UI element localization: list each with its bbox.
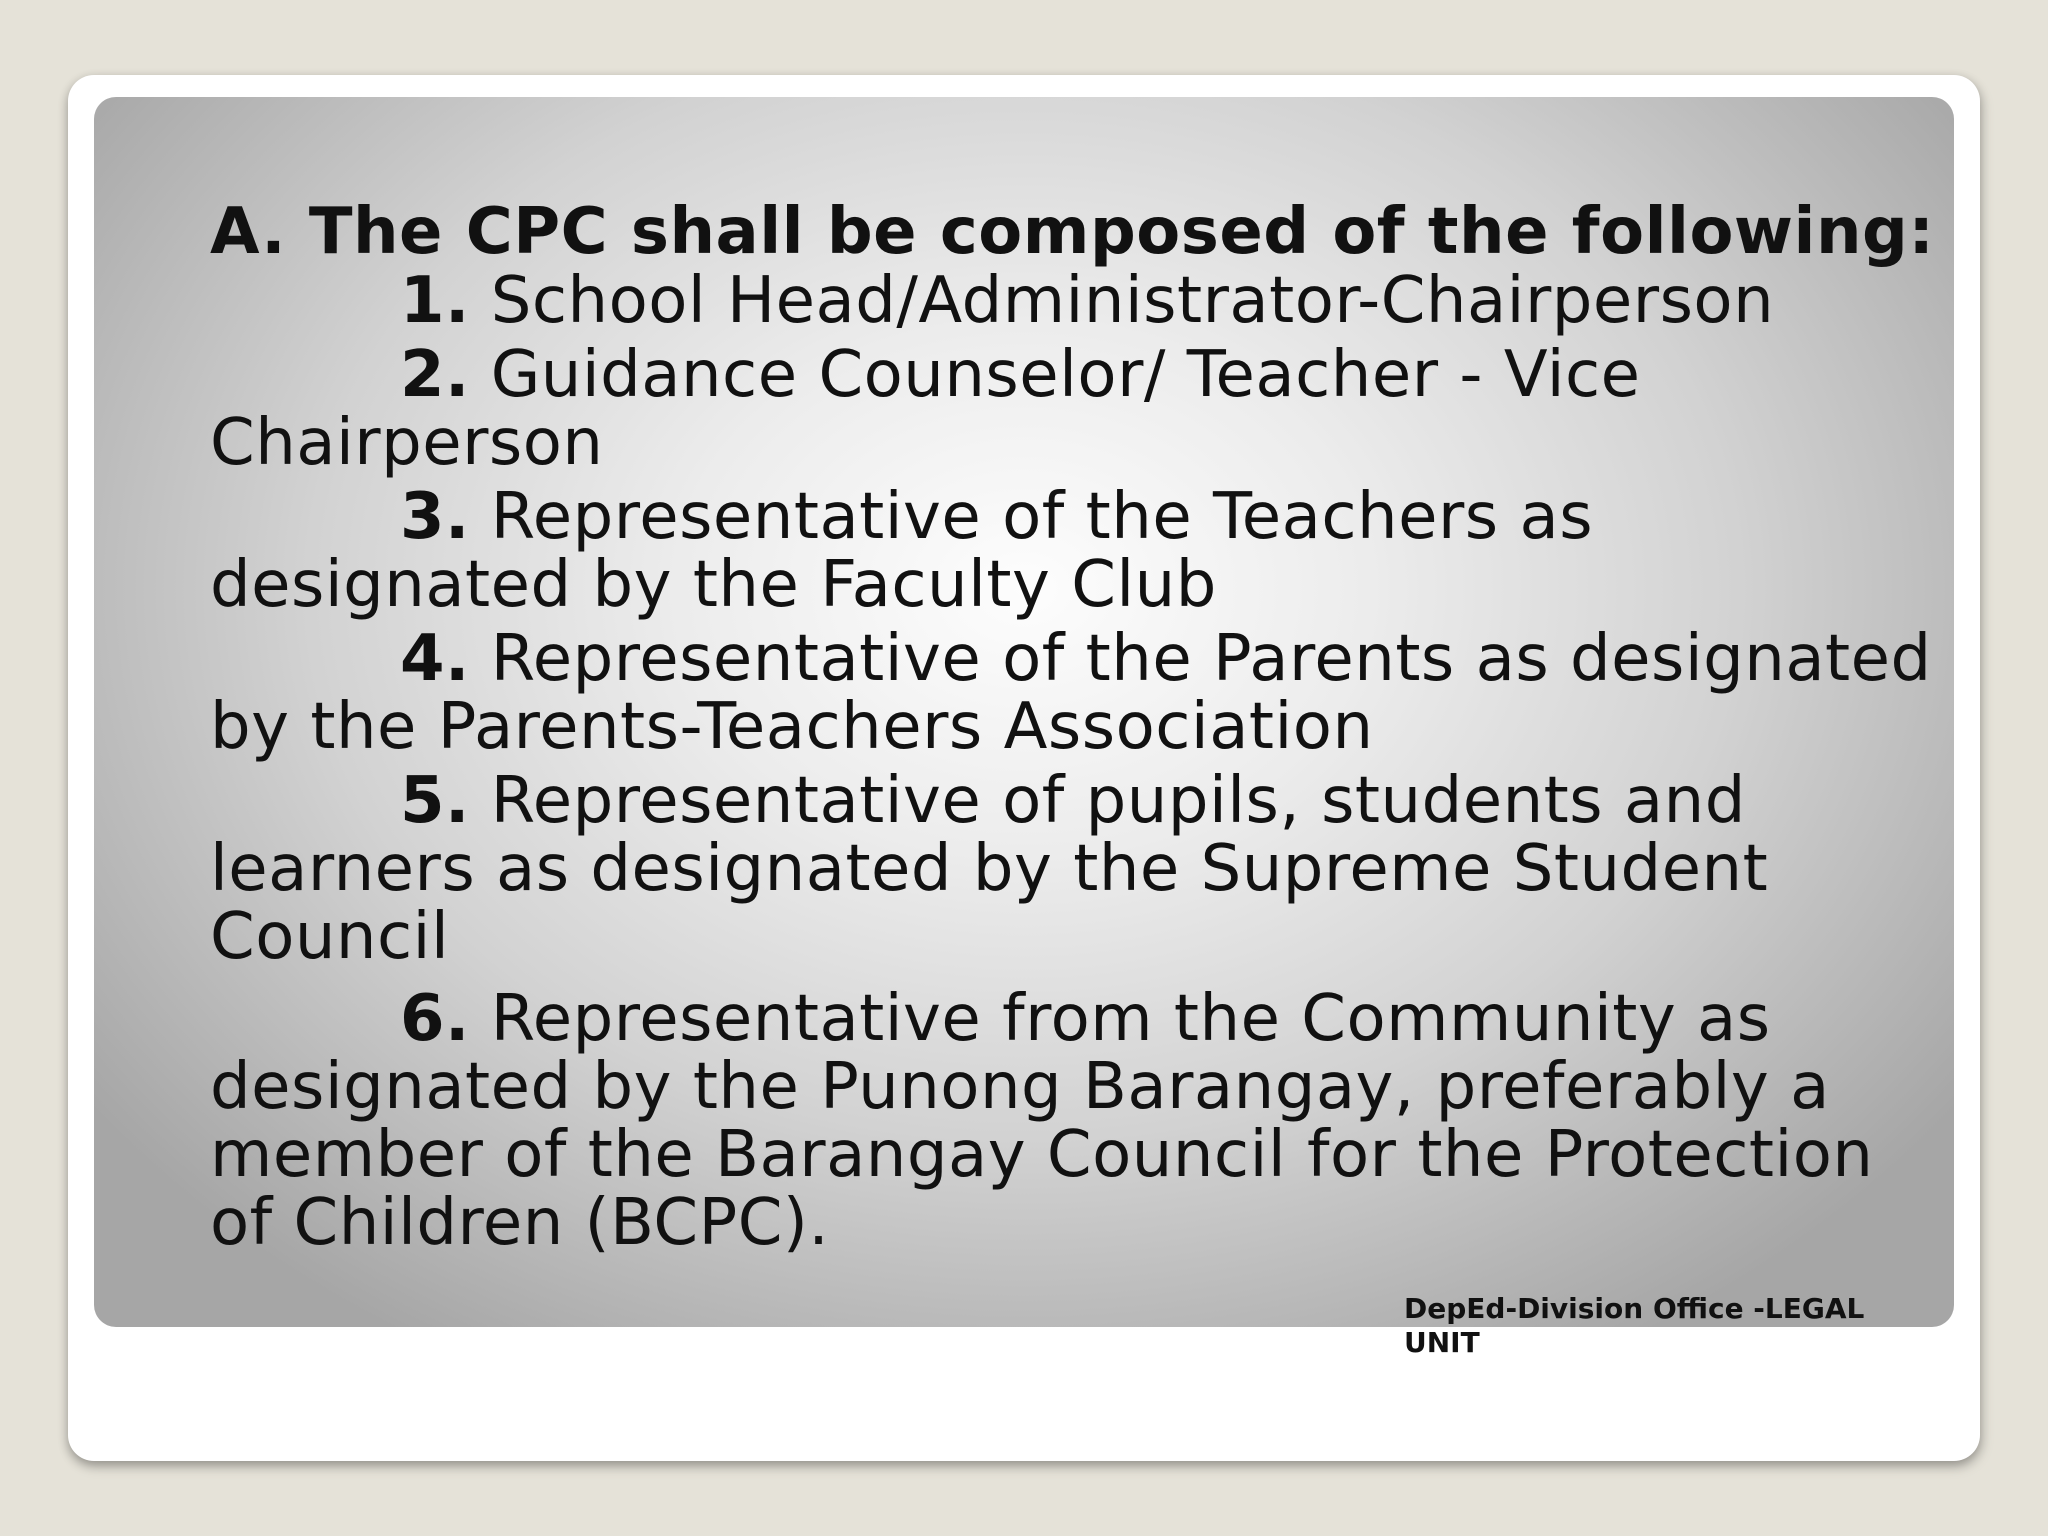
footer-label: DepEd-Division Office -LEGAL UNIT — [1404, 1292, 1865, 1359]
member-number: 5. — [400, 764, 470, 838]
member-item-6 — [210, 982, 1950, 1260]
member-number: 1. — [400, 264, 470, 338]
member-text: School Head/Administrator-Chairperson — [469, 264, 1775, 338]
content-panel — [94, 97, 1954, 1327]
member-number: 6. — [400, 982, 470, 1056]
member-item-5 — [210, 764, 1950, 974]
member-text: Representative of pupils, students and learners as designated by the Supreme Student Council — [210, 764, 1769, 974]
member-text: Representative of the Parents as designated by the Parents-Teachers Association — [210, 622, 1932, 764]
member-number: 2. — [400, 338, 470, 412]
slide-heading: A. The CPC shall be composed of the following: — [210, 195, 1935, 269]
member-text: Representative from the Community as designated by the Punong Barangay, preferably a member of the Barangay Council for the Protection of Children (BCPC). — [210, 982, 1874, 1260]
member-item-3 — [210, 480, 1950, 622]
member-item-2 — [210, 338, 1950, 480]
member-text: Representative of the Teachers as designated by the Faculty Club — [210, 480, 1594, 622]
member-number: 3. — [400, 480, 470, 554]
member-item-1 — [210, 264, 1950, 338]
member-number: 4. — [400, 622, 470, 696]
slide — [68, 75, 1980, 1461]
member-text: Guidance Counselor/ Teacher - Vice Chairperson — [210, 338, 1641, 480]
slide-body — [210, 195, 1950, 1260]
member-item-4 — [210, 622, 1950, 764]
member-list — [210, 264, 1950, 1260]
